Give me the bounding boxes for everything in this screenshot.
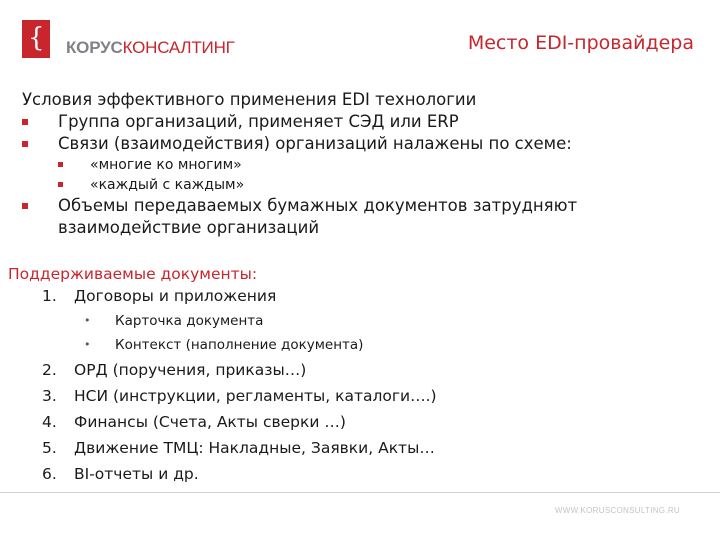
company-logo-text: [66, 39, 235, 57]
item-number: 2.: [42, 361, 57, 379]
bullet-dot-icon: •: [84, 338, 91, 351]
document-sub-item-2: [8, 335, 708, 359]
bullet-dot-icon: •: [84, 314, 91, 327]
conditions-section: [22, 89, 712, 239]
item-text: Договоры и приложения: [74, 287, 277, 305]
condition-bullet-3-continuation: [22, 217, 712, 239]
item-number: 4.: [42, 413, 57, 431]
document-item-2: [8, 359, 708, 385]
condition-bullet-1: [22, 111, 712, 133]
item-number: 1.: [42, 287, 57, 305]
logo-text-bold: КОРУС: [66, 38, 123, 57]
document-item-4: [8, 411, 708, 437]
sub-item-text: Контекст (наполнение документа): [115, 337, 364, 353]
condition-bullet-text: Объемы передаваемых бумажных документов затрудняют: [58, 196, 578, 215]
square-bullet-icon: [58, 182, 63, 187]
document-item-5: [8, 437, 708, 463]
item-text: НСИ (инструкции, регламенты, каталоги….): [74, 387, 437, 405]
supported-documents-heading: Поддерживаемые документы:: [8, 265, 258, 283]
item-text: ОРД (поручения, приказы…): [74, 361, 307, 379]
condition-sub-bullet-text: «многие ко многим»: [90, 157, 242, 173]
condition-sub-bullet-text: «каждый с каждым»: [90, 177, 245, 193]
condition-continuation-text: взаимодействие организаций: [58, 218, 320, 237]
condition-bullet-2: [22, 133, 712, 155]
sub-item-text: Карточка документа: [115, 313, 264, 329]
condition-bullet-3: [22, 195, 712, 217]
item-number: 5.: [42, 439, 57, 457]
condition-sub-bullet-1: [22, 155, 712, 175]
item-text: BI-отчеты и др.: [74, 465, 199, 483]
item-number: 6.: [42, 465, 57, 483]
document-item-1: [8, 285, 708, 311]
square-bullet-icon: [58, 162, 63, 167]
company-logo-mark: [22, 20, 50, 58]
supported-documents-section: [8, 263, 708, 489]
logo-bracket-icon: {: [28, 23, 45, 53]
slide-title: Место EDI-провайдера: [467, 32, 694, 54]
document-sub-item-1: [8, 311, 708, 335]
condition-bullet-text: Группа организаций, применяет СЭД или ERP: [58, 112, 459, 131]
conditions-heading: Условия эффективного применения EDI технологии: [22, 90, 477, 109]
footer-divider: [0, 492, 720, 493]
document-item-3: [8, 385, 708, 411]
footer-url: WWW.KORUSCONSULTING.RU: [554, 506, 680, 515]
item-text: Движение ТМЦ: Накладные, Заявки, Акты…: [74, 439, 435, 457]
square-bullet-icon: [22, 119, 28, 125]
condition-bullet-text: Связи (взаимодействия) организаций налажены по схеме:: [58, 134, 572, 153]
item-number: 3.: [42, 387, 57, 405]
item-text: Финансы (Счета, Акты сверки …): [74, 413, 346, 431]
square-bullet-icon: [22, 141, 28, 147]
square-bullet-icon: [22, 203, 28, 209]
condition-sub-bullet-2: [22, 175, 712, 195]
document-item-6: [8, 463, 708, 489]
logo-text-regular: КОНСАЛТИНГ: [122, 38, 235, 57]
